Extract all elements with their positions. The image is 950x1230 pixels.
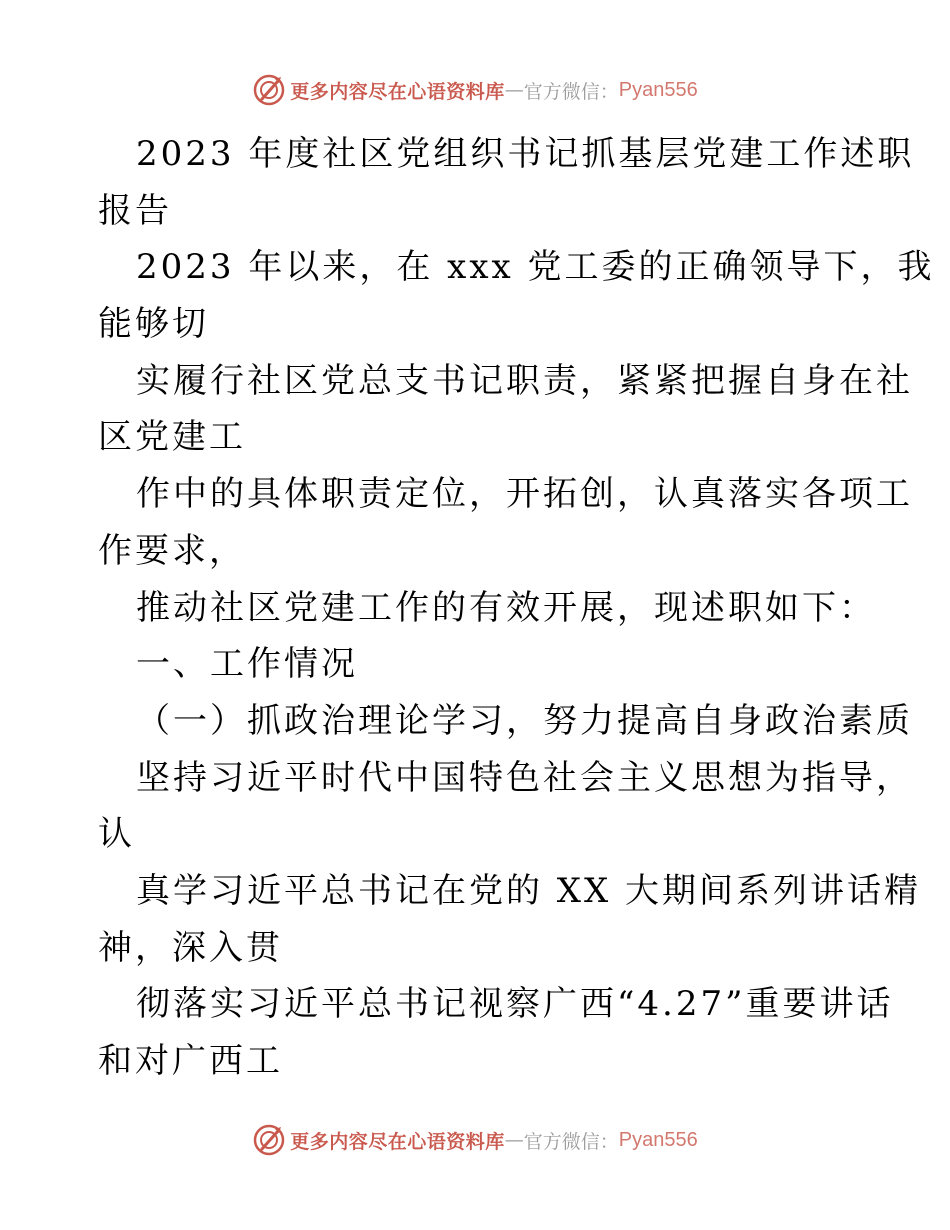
text-line: 坚持习近平时代中国特色社会主义思想为指导， [136,757,913,798]
text-line: 认 [98,814,135,855]
banner-wechat-id: Pyan556 [618,78,698,101]
logo-icon [252,1123,286,1157]
header-banner [0,72,950,108]
document-body [98,126,935,1090]
banner-dash: — [504,1129,524,1151]
text-line: 彻落实习近平总书记视察广西“4.27”重要讲话 [136,984,894,1025]
text-line: 区党建工 [98,417,246,458]
banner-wechat-label: 官方微信： [523,80,619,103]
footer-banner [0,1122,950,1158]
title-line: 报告 [98,190,172,231]
text-line: 推动社区党建工作的有效开展，现述职如下： [136,587,876,628]
banner-wechat-label: 官方微信： [523,1130,619,1153]
subsection-heading: （一）抓政治理论学习，努力提高自身政治素质 [136,700,913,741]
text-line: 真学习近平总书记在党的 XX 大期间系列讲话精 [136,870,922,911]
text-line: 实履行社区党总支书记职责，紧紧把握自身在社 [136,360,913,401]
banner-slogan: 更多内容尽在心语资料库 [290,80,505,103]
logo-icon [252,73,286,107]
text-line: 2023 年以来，在 xxx 党工委的正确领导下，我 [136,247,935,288]
text-line: 能够切 [98,304,209,345]
title-line: 2023 年度社区党组织书记抓基层党建工作述职 [136,134,915,174]
text-line: 作中的具体职责定位，开拓创，认真落实各项工 [136,474,913,515]
section-heading: 一、工作情况 [136,644,358,685]
banner-wechat-id: Pyan556 [618,1128,698,1151]
text-line: 神，深入贯 [98,927,283,968]
text-line: 和对广西工 [98,1041,283,1081]
text-line: 作要求， [98,530,246,571]
banner-dash: — [504,79,524,101]
banner-slogan: 更多内容尽在心语资料库 [290,1130,505,1153]
